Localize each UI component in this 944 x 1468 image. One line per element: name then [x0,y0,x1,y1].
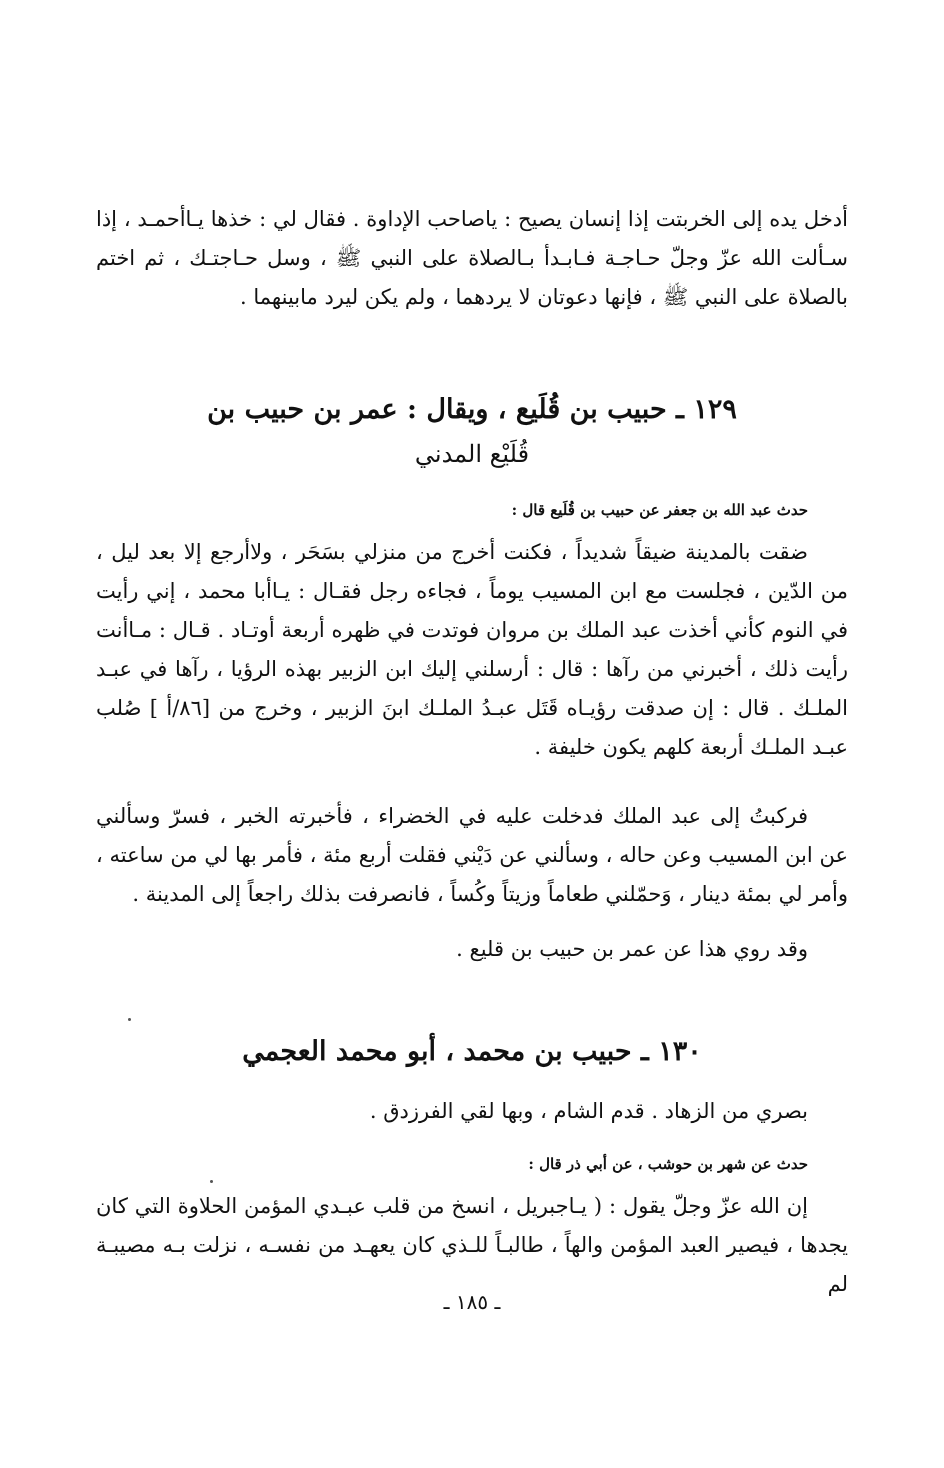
scan-speck [210,1180,213,1183]
entry-129-heading [96,388,848,476]
entry-129-paragraph-3: وقد روي هذا عن عمر بن حبيب بن قليع . [456,937,808,961]
entry-129-paragraph-2: فركبتُ إلى عبد الملك فدخلت عليه في الخضراء ، فأخبرته الخبر ، فسرّ وسألني عن ابن المسيب وعن حاله ، وسألني عن دَيْني فقلت أربع مئة ، فأمر بها لي من ساعته ، وأمر لي بمئة دينار ، وَحمّلني طعاماً وزيتاً وكُساً ، فانصرفت بذلك راجعاً إلى المدينة . [96,804,848,906]
entry-130-isnad: حدث عن شهر بن حوشب ، عن أبي ذر قال : [528,1155,808,1173]
entry-130-heading: ١٣٠ ـ حبيب بن محمد ، أبو محمد العجمي [242,1036,702,1067]
entry-129-heading-sub: قُلَيْع المدني [414,440,530,468]
entry-129-paragraph-1: ضقت بالمدينة ضيقاً شديداً ، فكنت أخرج من منزلي بسَحَر ، ولاأرجع إلا بعد ليل ، من الدّين ، فجلست مع ابن المسيب يوماً ، فجاءه رجل فقـال : يـاأبا محمد ، إني رأيت في النوم كأني أخذت عبد الملك بن مروان فوتدت في ظهره أربعة أوتـاد . قـال : مـاأنت رأيت ذلك ، أخبرني من رآها : قال : أرسلني إليك ابن الزبير بهذه الرؤيا ، رآها في عبـد الملـك . قال : إن صدقت رؤيـاه قَتَل عبـدُ الملـك ابنَ الزبير ، وخرج من [٨٦/أ ] صُلب عبـد الملـك أربعة كلهم يكون خليفة . [96,540,848,759]
intro-paragraph: أدخل يده إلى الخربتت إذا إنسان يصيح : ياصاحب الإداوة . فقال لي : خذها يـاأحمـد ، إذا سـألت الله عزّ وجلّ حـاجـة فـابـدأ بـالصلاة على النبي ﷺ ، وسل حـاجتـك ، ثم اختم بالصلاة على النبي ﷺ ، فإنها دعوتان لا يردهما ، ولم يكن ليرد مابينهما . [96,207,848,309]
entry-129-heading-main: ١٢٩ ـ حبيب بن قُلَيع ، ويقال : عمر بن حبيب بن [207,394,737,425]
scan-speck [128,1018,131,1021]
entry-130-paragraph-1: إن الله عزّ وجلّ يقول : ( يـاجبريل ، انسخ من قلب عبـدي المؤمن الحلاوة التي كان يجدها ، فيصير العبد المؤمن والهاً ، طالبـاً للـذي كان يعهـد من نفسـه ، نزلت بـه مصيبـة لم [96,1194,848,1296]
entry-130-bio: بصري من الزهاد . قدم الشام ، وبها لقي الفرزدق . [369,1099,808,1123]
entry-129-isnad: حدث عبد الله بن جعفر عن حبيب بن قُلَيع قال : [511,501,808,519]
page-number: ـ ١٨٥ ـ [443,1290,501,1314]
